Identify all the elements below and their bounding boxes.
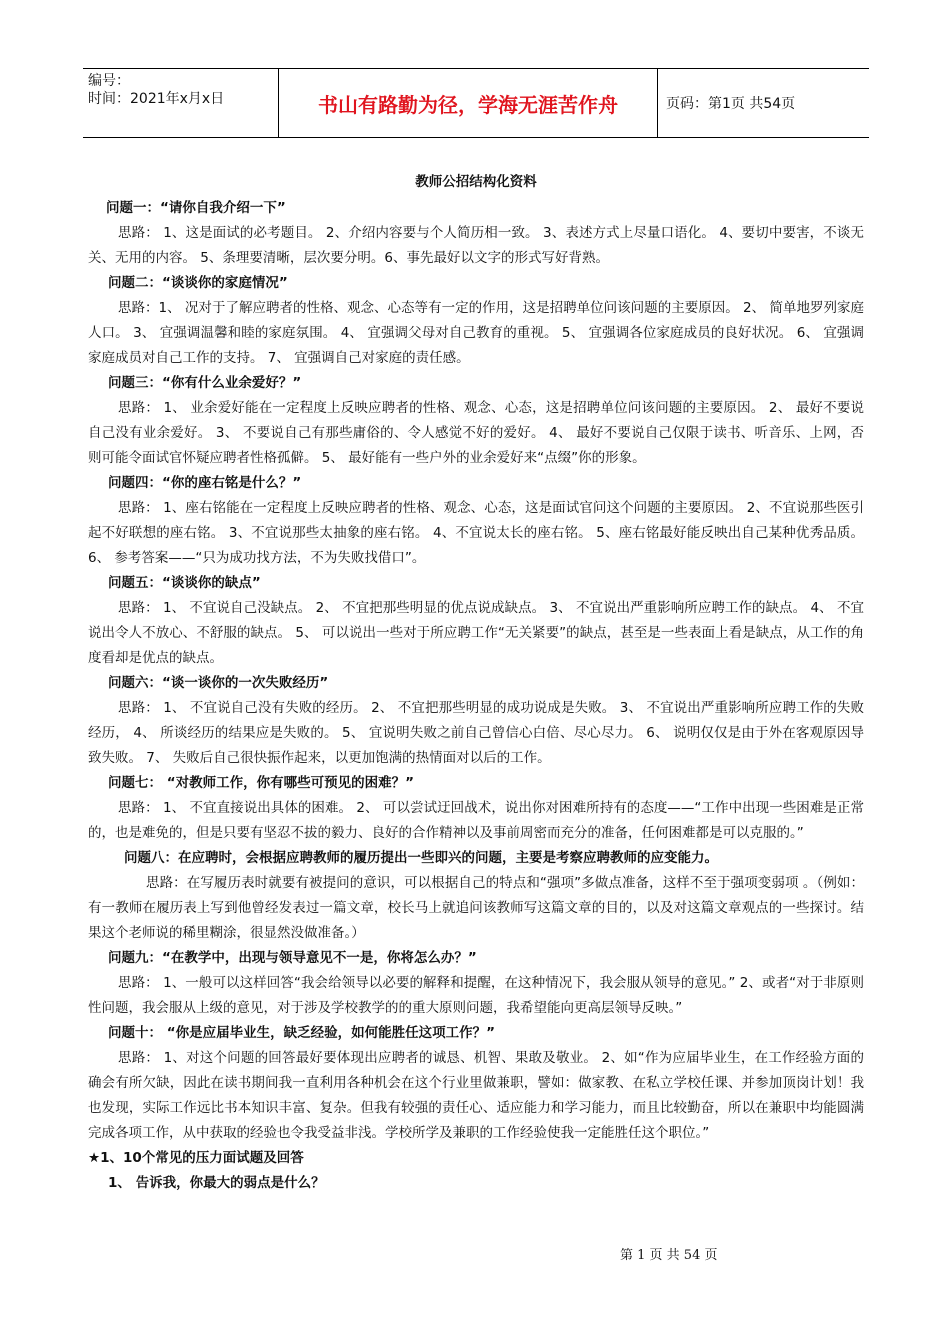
answer-paragraph: 思路： 1、一般可以这样回答“我会给领导以必要的解释和提醒，在这种情况下，我会服从领导的意见。” 2、或者“对于非原则性问题，我会服从上级的意见，对于涉及学校教学的的重大原则问题，我希望能向更高层领导反映。” (88, 975, 864, 1016)
answer-paragraph: 思路： 1、 不宜说自己没缺点。 2、 不宜把那些明显的优点说成缺点。 3、 不宜说出严重影响所应聘工作的缺点。 4、 不宜说出令人不放心、不舒服的缺点。 5、 可以说出一些对于所应聘工作“无关紧要”的缺点，甚至是一些表面上看是缺点，从工作的角度看却是优点的缺点。 (88, 600, 864, 666)
answer-paragraph: 思路： 1、座右铭能在一定程度上反映应聘者的性格、观念、心态，这是面试官问这个问题的主要原因。 2、不宜说那些医引起不好联想的座右铭。 3、不宜说那些太抽象的座右铭。 4、不宜说太长的座右铭。 5、座右铭最好能反映出自己某种优秀品质。 6、 参考答案——“只为成功找方法，不为失败找借口”。 (88, 500, 864, 566)
question-heading: 问题十： “你是应届毕业生，缺乏经验，如何能胜任这项工作？” (108, 1025, 495, 1041)
question-heading: 问题一：“请你自我介绍一下” (106, 200, 286, 216)
question-heading: 问题四：“你的座右铭是什么？” (108, 475, 302, 491)
question-heading: 问题八：在应聘时，会根据应聘教师的履历提出一些即兴的问题，主要是考察应聘教师的应变能力。 (124, 850, 718, 866)
question-heading: 问题六：“谈一谈你的一次失败经历” (108, 675, 329, 691)
question-heading: 问题二：“谈谈你的家庭情况” (108, 275, 288, 291)
header-page-number: 页码：第1页 共54页 (666, 96, 796, 112)
page-header (83, 68, 869, 138)
question-heading: 问题五：“谈谈你的缺点” (108, 575, 261, 591)
answer-paragraph: 思路： 1、 不宜直接说出具体的困难。 2、 可以尝试迂回战术，说出你对困难所持有的态度——“工作中出现一些困难是正常的，也是难免的，但是只要有坚忍不拔的毅力、良好的合作精神以及事前周密而充分的准备，任何困难都是可以克服的。” (88, 800, 864, 841)
document-body (88, 170, 864, 1196)
question-heading: 问题九：“在教学中，出现与领导意见不一是，你将怎么办？” (108, 950, 477, 966)
document-title: 教师公招结构化资料 (415, 174, 537, 190)
header-motto: 书山有路勤为径，学海无涯苦作舟 (279, 69, 658, 137)
answer-paragraph: 思路：1、 况对于了解应聘者的性格、观念、心态等有一定的作用，这是招聘单位问该问题的主要原因。 2、 简单地罗列家庭人口。 3、 宜强调温馨和睦的家庭氛围。 4、 宜强调父母对自己教育的重视。 5、 宜强调各位家庭成员的良好状况。 6、 宜强调家庭成员对自己工作的支持。 7、 宜强调自己对家庭的责任感。 (88, 300, 864, 366)
answer-paragraph: 思路： 1、 不宜说自己没有失败的经历。 2、 不宜把那些明显的成功说成是失败。 3、 不宜说出严重影响所应聘工作的失败经历， 4、 所谈经历的结果应是失败的。 5、 宜说明失败之前自己曾信心白倍、尽心尽力。 6、 说明仅仅是由于外在客观原因导致失败。 7、 失败后自己很快振作起来，以更加饱满的热情面对以后的工作。 (88, 700, 864, 766)
header-left-cell (83, 69, 279, 137)
document-time: 时间：2021年x月x日 (88, 91, 225, 107)
sub-question-heading: 1、 告诉我，你最大的弱点是什么？ (108, 1175, 325, 1191)
section-heading: ★1、10个常见的压力面试题及回答 (88, 1150, 304, 1166)
answer-paragraph: 思路： 1、这是面试的必考题目。 2、介绍内容要与个人简历相一致。 3、表述方式上尽量口语化。 4、要切中要害，不谈无关、无用的内容。 5、条理要清晰，层次要分明。6、事先最好以文字的形式写好背熟。 (88, 225, 864, 266)
answer-paragraph: 思路：在写履历表时就要有被提问的意识，可以根据自己的特点和“强项”多做点准备，这样不至于强项变弱项 。（例如：有一教师在履历表上写到他曾经发表过一篇文章，校长马上就追问该教师写这篇文章的目的，以及对这篇文章观点的一些探讨。结果这个老师说的稀里糊涂，很显然没做准备。） (88, 875, 864, 941)
question-heading: 问题三：“你有什么业余爱好？” (108, 375, 302, 391)
answer-paragraph: 思路： 1、 业余爱好能在一定程度上反映应聘者的性格、观念、心态，这是招聘单位问该问题的主要原因。 2、 最好不要说自己没有业余爱好。 3、 不要说自己有那些庸俗的、令人感觉不好的爱好。 4、 最好不要说自己仅限于读书、听音乐、上网，否则可能令面试官怀疑应聘者性格孤僻。 5、 最好能有一些户外的业余爱好来“点缀”你的形象。 (88, 400, 864, 466)
page-footer: 第 1 页 共 54 页 (620, 1248, 718, 1263)
answer-paragraph: 思路： 1、对这个问题的回答最好要体现出应聘者的诚恳、机智、果敢及敬业。 2、如“作为应届毕业生，在工作经验方面的确会有所欠缺，因此在读书期间我一直利用各种机会在这个行业里做兼职，譬如：做家教、在私立学校任课、并参加顶岗计划！我也发现，实际工作远比书本知识丰富、复杂。但我有较强的责任心、适应能力和学习能力，而且比较勤奋，所以在兼职中均能圆满完成各项工作，从中获取的经验也令我受益非浅。学校所学及兼职的工作经验使我一定能胜任这个职位。” (88, 1050, 864, 1141)
question-heading: 问题七： “对教师工作，你有哪些可预见的困难？” (108, 775, 414, 791)
document-number: 编号： (88, 73, 130, 89)
